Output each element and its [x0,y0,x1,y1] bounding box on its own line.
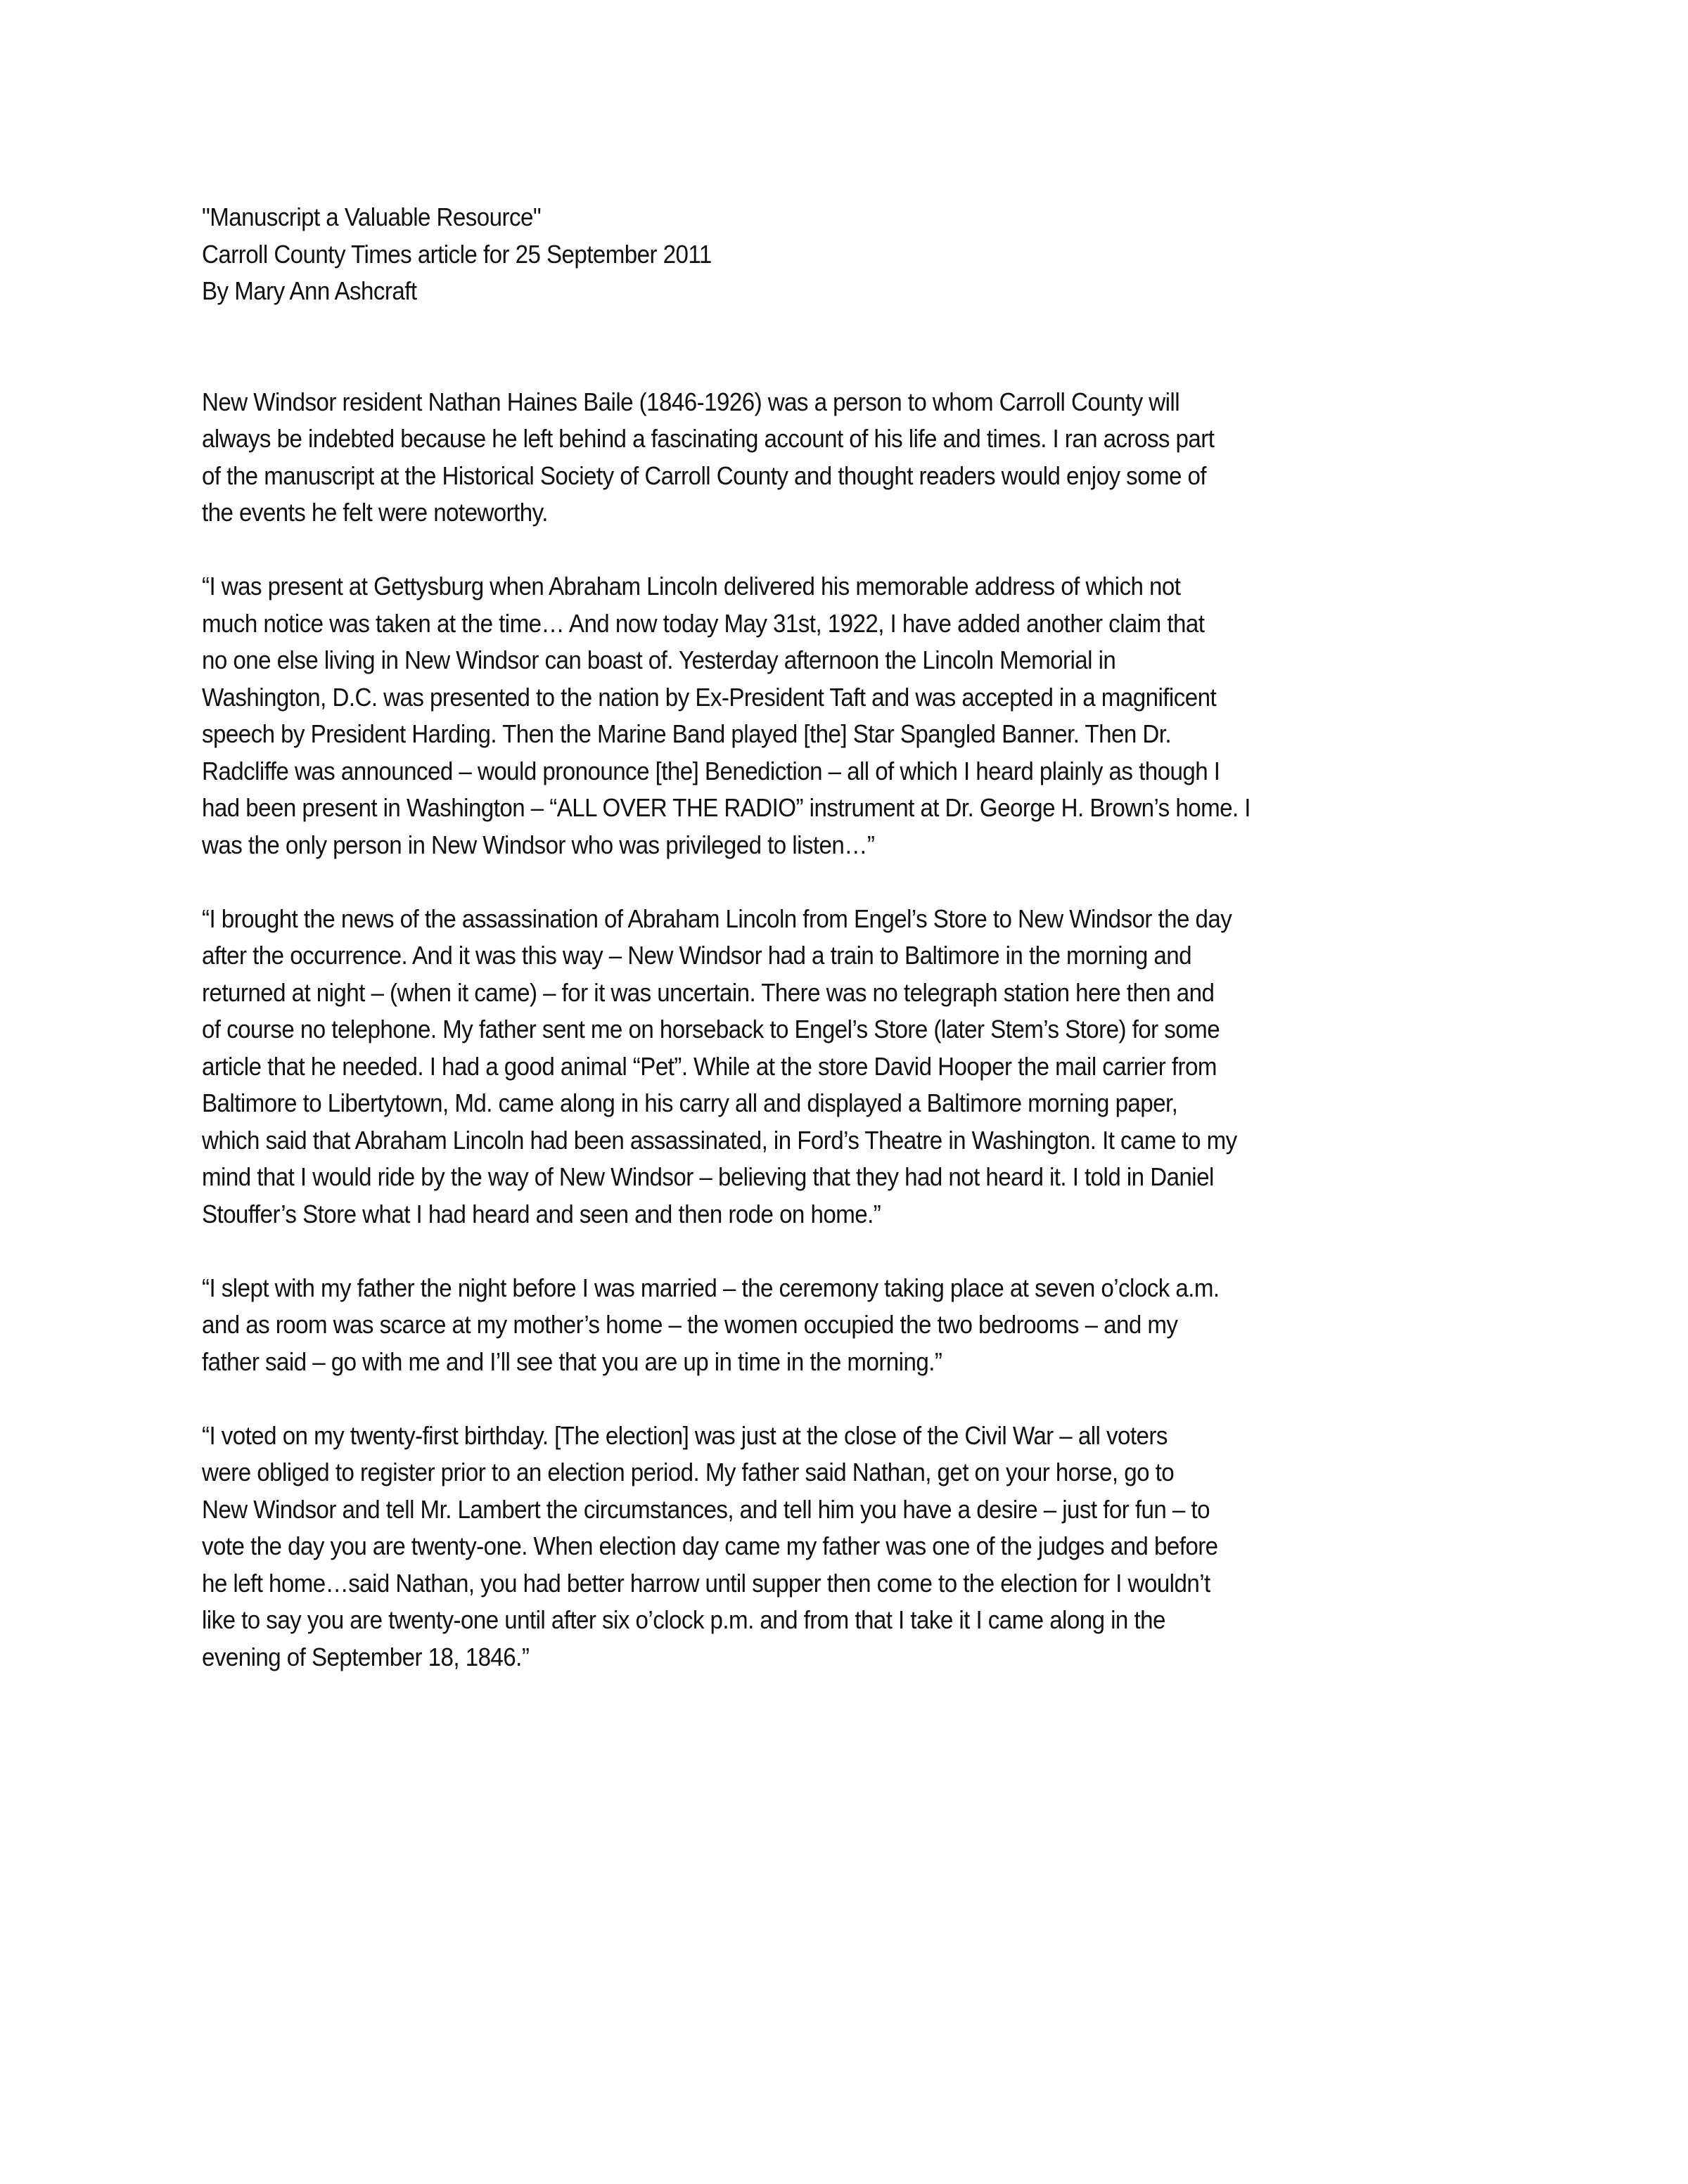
text-line [202,1418,1538,1455]
text-line [202,1491,1538,1529]
text-line-content: Baltimore to Libertytown, Md. came along in his carry all and displayed a Baltimore morning paper, [202,1088,1178,1117]
byline-text: By Mary Ann Ashcraft [202,276,417,305]
text-line [202,901,1538,938]
text-line [202,1122,1538,1160]
text-line [202,1085,1538,1122]
text-line-content: New Windsor and tell Mr. Lambert the circumstances, and tell him you have a desire – just for fun – to [202,1494,1210,1524]
text-line-content: father said – go with me and I’ll see that you are up in time in the morning.” [202,1347,942,1376]
text-line [202,605,1538,643]
text-line [202,1565,1538,1602]
byline [202,273,1538,310]
article-body [202,384,1538,1676]
text-line-content: evening of September 18, 1846.” [202,1642,530,1671]
paragraph [202,384,1538,532]
text-line [202,937,1538,975]
text-line [202,753,1538,790]
text-line [202,494,1538,532]
text-line-content: of course no telephone. My father sent me on horseback to Engel’s Store (later Stem’s Store) for some [202,1015,1220,1043]
article-title [202,199,1538,236]
text-line-content: speech by President Harding. Then the Marine Band played [the] Star Spangled Banner. Then Dr. [202,719,1172,748]
text-line-content: “I was present at Gettysburg when Abraham Lincoln delivered his memorable address of which not [202,572,1181,600]
text-line [202,1011,1538,1048]
publication-line [202,236,1538,274]
text-line [202,1454,1538,1491]
text-line-content: after the occurrence. And it was this way – New Windsor had a train to Baltimore in the morning and [202,941,1192,970]
text-line [202,1602,1538,1639]
text-line [202,568,1538,605]
text-line-content: had been present in Washington – “ALL OVER THE RADIO” instrument at Dr. George H. Brown’s home. I [202,793,1251,822]
text-line [202,1528,1538,1565]
text-line [202,679,1538,717]
document-page [202,199,1538,1713]
text-line-content: Washington, D.C. was presented to the nation by Ex-President Taft and was accepted in a magnificent [202,682,1217,712]
text-line [202,1344,1538,1381]
text-line [202,827,1538,864]
text-line-content: Radcliffe was announced – would pronounce [the] Benediction – all of which I heard plainly as though I [202,756,1220,785]
text-line-content: of the manuscript at the Historical Society of Carroll County and thought readers would enjoy some of [202,461,1207,490]
text-line-content: Stouffer’s Store what I had heard and seen and then rode on home.” [202,1199,881,1228]
text-line [202,1159,1538,1196]
text-line-content: “I slept with my father the night before I was married – the ceremony taking place at seven o’clock a.m. [202,1273,1220,1302]
text-line-content: vote the day you are twenty-one. When election day came my father was one of the judges and before [202,1531,1218,1560]
text-line [202,1196,1538,1233]
text-line [202,1306,1538,1344]
text-line [202,384,1538,421]
text-line [202,790,1538,827]
text-line-content: “I voted on my twenty-first birthday. [The election] was just at the close of the Civil War – all voters [202,1420,1168,1450]
text-line-content: the events he felt were noteworthy. [202,498,548,527]
text-line [202,1270,1538,1307]
text-line [202,642,1538,679]
article-header [202,199,1538,310]
text-line-content: “I brought the news of the assassination of Abraham Lincoln from Engel’s Store to New Windsor the day [202,904,1232,933]
text-line [202,975,1538,1012]
text-line-content: article that he needed. I had a good animal “Pet”. While at the store David Hooper the mail carrier from [202,1051,1217,1081]
paragraph [202,568,1538,863]
text-line [202,458,1538,495]
text-line [202,1048,1538,1086]
paragraph [202,1270,1538,1381]
text-line [202,1639,1538,1676]
text-line-content: was the only person in New Windsor who was privileged to listen…” [202,830,875,859]
text-line [202,716,1538,753]
article-title-text: "Manuscript a Valuable Resource" [202,203,542,231]
text-line-content: no one else living in New Windsor can boast of. Yesterday afternoon the Lincoln Memorial in [202,645,1116,674]
text-line-content: were obliged to register prior to an election period. My father said Nathan, get on your horse, go to [202,1458,1175,1486]
text-line-content: like to say you are twenty-one until after six o’clock p.m. and from that I take it I came along in the [202,1605,1165,1634]
publication-text: Carroll County Times article for 25 September 2011 [202,239,712,269]
paragraph [202,1418,1538,1676]
text-line-content: he left home…said Nathan, you had better harrow until supper then come to the election for I wouldn’t [202,1568,1210,1598]
paragraph [202,901,1538,1233]
text-line-content: mind that I would ride by the way of New Windsor – believing that they had not heard it. I told in Daniel [202,1162,1214,1191]
text-line-content: always be indebted because he left behind a fascinating account of his life and times. I ran across part [202,424,1215,453]
text-line-content: and as room was scarce at my mother’s home – the women occupied the two bedrooms – and my [202,1310,1178,1339]
text-line-content: returned at night – (when it came) – for it was uncertain. There was no telegraph station here then and [202,977,1215,1007]
text-line-content: which said that Abraham Lincoln had been assassinated, in Ford’s Theatre in Washington. It came to my [202,1125,1237,1155]
text-line-content: much notice was taken at the time… And now today May 31st, 1922, I have added another claim that [202,608,1205,638]
text-line [202,420,1538,458]
text-line-content: New Windsor resident Nathan Haines Baile (1846-1926) was a person to whom Carroll County will [202,387,1180,416]
